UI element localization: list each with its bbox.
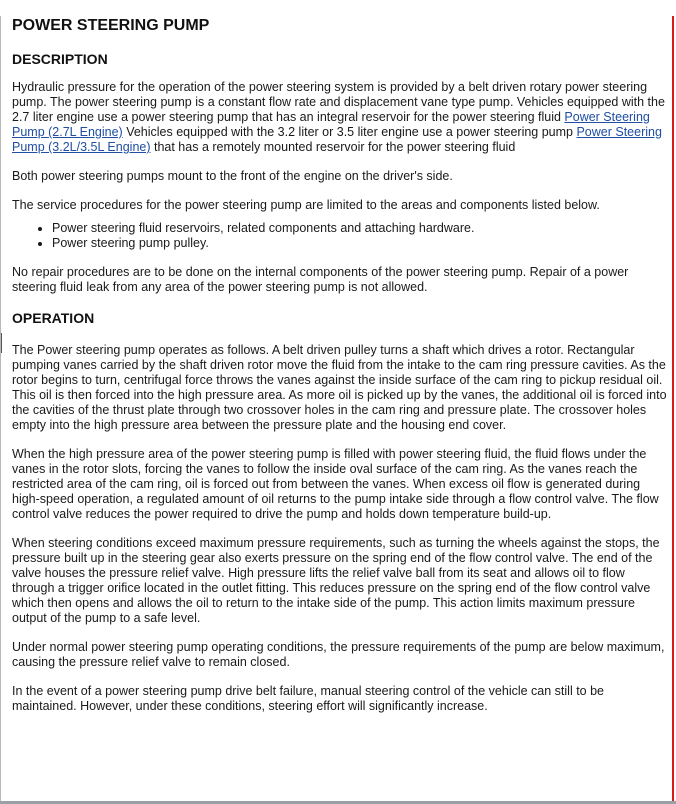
description-paragraph-4: No repair procedures are to be done on the internal components of the power steering pump. Repair of a power steering fluid leak from any area of the power steering pump is not allowed.: [12, 265, 629, 294]
operation-paragraph-2: When the high pressure area of the power steering pump is filled with power steering fluid, the fluid flows under the vanes in the rotor slots, forcing the vanes to follow the inside oval surface of the cam ring. As the vanes reach the restricted area of the cam ring, oil is forced out from between the vanes. When excess oil flow is generated during high-speed operation, a regulated amount of oil returns to the pump intake side through a flow control valve. The flow control valve reduces the power required to drive the pump and holds down temperature build-up.: [12, 447, 659, 521]
list-item: • Power steering pump pulley.: [52, 236, 668, 251]
description-text-1: Hydraulic pressure for the operation of the power steering system is provided by a belt driven rotary power steering pump. The power steering pump is a constant flow rate and displacement vane type pump. Vehicles equipped with the 2.7 liter engine use a power steering pump that has an integral reservoir for the power steering fluid: [12, 80, 665, 124]
operation-text-1: The Power steering pump operates as follows. A belt driven pulley turns a shaft which drives a rotor. Rectangular pumping vanes carried by the shaft driven rotor move the fluid from the intake to the cam ring pressure cavities. As the rotor begins to turn, centrifugal force throws the vanes against the inside surface of the cam ring to pickup residual oil. This oil is then forced into the high pressure area. As more oil is picked up by the vanes, the additional oil is forced into the cavities of the thrust plate through two crossover holes in the cam ring and pressure plate. The crossover holes empty into the high pressure area between the pressure plate and the housing end cover.: [12, 343, 667, 432]
description-text-2: Vehicles equipped with the 3.2 liter or 3.5 liter engine use a power steering pump: [122, 125, 577, 139]
link-pump-3-2l-3-5l[interactable]: Power Steering Pump (3.2L/3.5L Engine): [12, 125, 662, 154]
description-text-3: that has a remotely mounted reservoir for the power steering fluid: [150, 140, 516, 154]
description-paragraph-1: [12, 80, 668, 155]
description-heading: DESCRIPTION: [12, 51, 108, 67]
operation-paragraph-3: When steering conditions exceed maximum pressure requirements, such as turning the wheels against the stops, the pressure built up in the steering gear also exerts pressure on the spring end of the flow control valve. The end of the valve houses the pressure relief valve. High pressure lifts the relief valve ball from its seat and allows oil to flow through a trigger orifice located in the outlet fitting. This reduces pressure on the spring end of the flow control valve which then opens and allows the oil to return to the intake side of the pump. This action limits maximum pressure output of the pump to a safe level.: [12, 536, 660, 625]
page-title: POWER STEERING PUMP: [12, 17, 210, 34]
list-item: • Power steering fluid reservoirs, related components and attaching hardware.: [52, 221, 668, 236]
link-pump-2-7l[interactable]: Power Steering Pump (2.7L Engine): [12, 110, 650, 139]
description-paragraph-3: The service procedures for the power steering pump are limited to the areas and components listed below.: [12, 198, 600, 212]
window-right-border: [672, 16, 674, 804]
operation-paragraph-1: [12, 343, 668, 433]
operation-paragraph-5: In the event of a power steering pump drive belt failure, manual steering control of the vehicle can still to be maintained. However, under these conditions, steering effort will significantly increase.: [12, 684, 604, 713]
text-cursor-marker: [1, 333, 2, 353]
operation-paragraph-4: Under normal power steering pump operating conditions, the pressure requirements of the pump are below maximum, causing the pressure relief valve to remain closed.: [12, 640, 665, 669]
description-paragraph-2: Both power steering pumps mount to the front of the engine on the driver's side.: [12, 169, 453, 183]
operation-heading: OPERATION: [12, 310, 95, 326]
service-components-list: [12, 221, 668, 251]
window-left-border: [0, 16, 1, 804]
document-page: [0, 16, 676, 804]
